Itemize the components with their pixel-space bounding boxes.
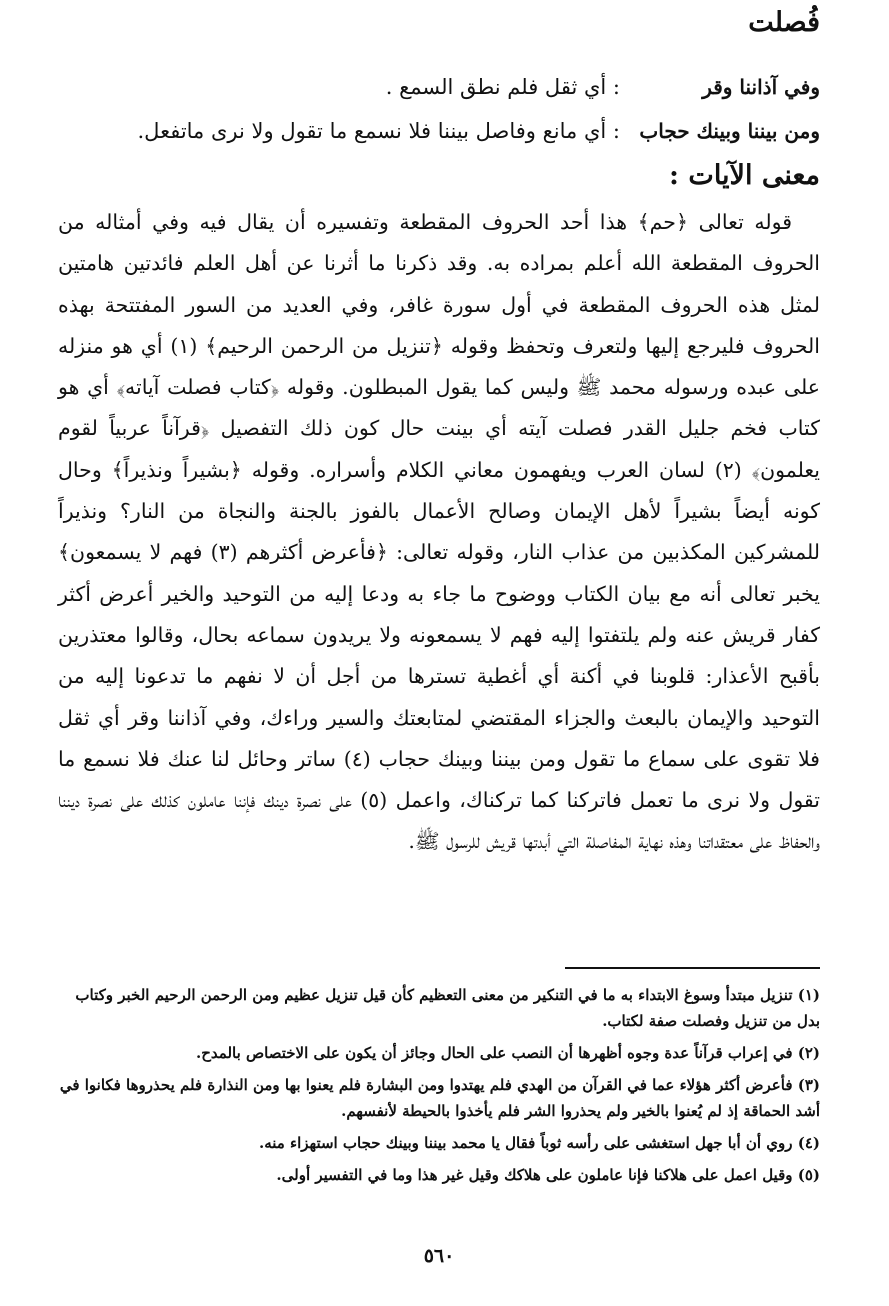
glossary-term: ومن بيننا وبينك حجاب bbox=[639, 119, 820, 143]
book-page bbox=[58, 0, 820, 1306]
footnote-item: (٣) فأعرض أكثر هؤلاء عما في القرآن من الهدي فلم يهتدوا ومن البشارة فلم يعنوا بها ومن النذارة فلم يحذروها فكانوا في أشد الحماقة إذ لم يُعنوا بالخير ولم يحذروا الشر فلم يأخذوا بالحيطة لأنفسهم. bbox=[59, 1076, 820, 1120]
glossary-entry bbox=[58, 70, 820, 104]
footnote-item: (٥) وقيل اعمل على هلاكنا فإنا عاملون على هلاكك وقيل غير هذا وما في التفسير أولى. bbox=[276, 1166, 820, 1184]
footnote-item: (٤) روي أن أبا جهل استغشى على رأسه ثوباً فقال يا محمد بيننا وبينك حجاب استهزاء منه. bbox=[258, 1134, 820, 1152]
page-number: ٥٦٠ bbox=[423, 1245, 455, 1267]
chapter-title: فُصلت bbox=[748, 7, 820, 38]
footnotes-list bbox=[58, 982, 820, 1194]
footnote-item: (٢) في إعراب قرآناً عدة وجوه أظهرها أن النصب على الحال وجائز أن يكون على الاختصاص بالمدح. bbox=[196, 1044, 820, 1062]
commentary-paragraph: قوله تعالى ﴿حم﴾ هذا أحد الحروف المقطعة وتفسيره أن يقال فيه وفي أمثاله من الحروف المقطعة الله أعلم بمراده به. وقد ذكرنا ما أثرنا عن أهل العلم فائدتين هامتين لمثل هذه الحروف المقطعة في أول سورة غافر، وفي العديد من السور المفتتحة بهذه الحروف فليرجع إليها ولتعرف وتحفظ وقوله ﴿تنزيل من الرحمن الرحيم﴾ (١) أي هو منزله على عبده ورسوله محمد ﷺ وليس كما يقول المبطلون. وقوله ﴿كتاب فصلت آياته﴾ أي هو كتاب فخم جليل القدر فصلت آيته أي بينت حال كون ذلك التفصيل ﴿قرآناً عربياً لقوم يعلمون﴾ (٢) لسان العرب ويفهمون معاني الكلام وأسراره. وقوله ﴿بشيراً ونذيراً﴾ وحال كونه أيضاً بشيراً لأهل الإيمان وصالح الأعمال بالفوز بالجنة والنجاة من النار؟ ونذيراً للمشركين المكذبين من عذاب النار، وقوله تعالى: ﴿فأعرض أكثرهم (٣) فهم لا يسمعون﴾ يخبر تعالى أنه مع بيان الكتاب ووضوح ما جاء به ودعا إليه من التوحيد والخير أعرض أكثر كفار قريش عنه ولم يلتفتوا إليه فهم لا يسمعونه ولا يريدون سماعه بحال، وقالوا معتذرين بأقبح الأعذار: قلوبنا في أكنة أي أغطية تسترها من أجل أن لا نفهم ما تدعونا إليه من التوحيد والإيمان بالبعث والجزاء المقتضي لمتابعتك والسير وراءك، وفي آذاننا وقر أي ثقل فلا تقوى على سماع ما تقول ومن بيننا وبينك حجاب (٤) ساتر وحائل لنا عنك فلا نسمع ما تقول ولا نرى ما تعمل فاتركنا كما تركناك، واعمل (٥) على نصرة دينك فإننا عاملون كذلك على نصرة ديننا والحفاظ على معتقداتنا وهذه نهاية المفاصلة التي أبدتها قريش للرسول ﷺ. bbox=[58, 210, 820, 854]
glossary-definition: : أي مانع وفاصل بيننا فلا نسمع ما تقول ولا نرى ماتفعل. bbox=[137, 119, 620, 143]
glossary-definition: : أي ثقل فلم نطق السمع . bbox=[385, 75, 620, 99]
footnote-item: (١) تنزيل مبتدأ وسوغ الابتداء به ما في التنكير من معنى التعظيم كأن قيل تنزيل عظيم ومن الرحمن الرحيم الخبر وكتاب بدل من تنزيل وفصلت صفة لكتاب. bbox=[75, 986, 820, 1030]
glossary-term: وفي آذاننا وقر bbox=[702, 75, 820, 99]
footnote-divider bbox=[565, 967, 820, 969]
glossary-entry bbox=[58, 114, 820, 148]
section-heading: معنى الآيات : bbox=[669, 160, 820, 191]
